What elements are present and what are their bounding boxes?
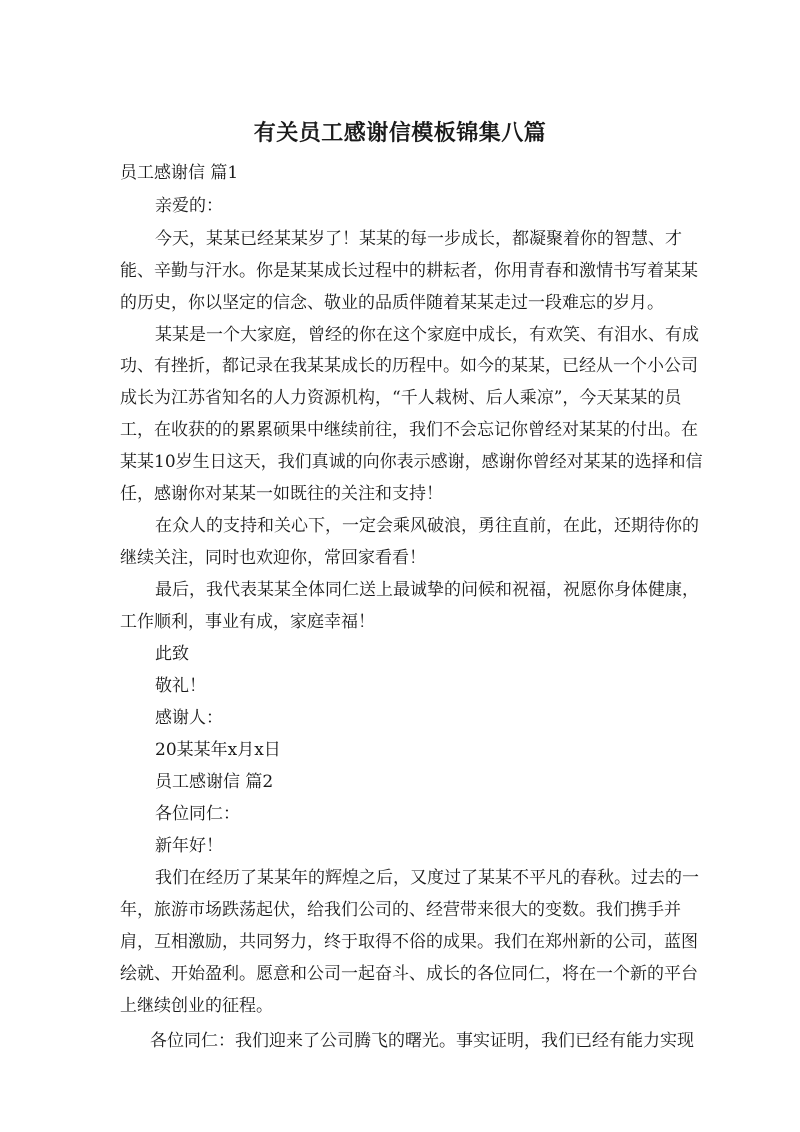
paragraph-line: 某某是一个大家庭，曾经的你在这个家庭中成长，有欢笑、有泪水、有成 xyxy=(155,325,699,345)
paragraph-line: 成长为江苏省知名的人力资源机构，“千人栽树、后人乘凉”，今天某某的员 xyxy=(120,388,682,408)
salutation: 各位同仁： xyxy=(155,804,240,824)
greeting-line: 新年好！ xyxy=(155,836,223,856)
paragraph-line: 肩，互相激励，共同努力，终于取得不俗的成果。我们在郑州新的公司，蓝图 xyxy=(120,932,698,952)
paragraph-line: 某某10岁生日这天，我们真诚的向你表示感谢，感谢你曾经对某某的选择和信 xyxy=(120,452,703,472)
paragraph-line: 最后，我代表某某全体同仁送上最诚挚的问候和祝福，祝愿你身体健康， xyxy=(155,580,699,600)
paragraph-line: 继续关注，同时也欢迎你，常回家看看！ xyxy=(120,548,426,568)
paragraph-line: 工，在收获的的累累硕果中继续前往，我们不会忘记你曾经对某某的付出。在 xyxy=(120,420,698,440)
paragraph-line: 功、有挫折，都记录在我某某成长的历程中。如今的某某，已经从一个小公司 xyxy=(120,356,698,376)
paragraph-line: 年，旅游市场跌荡起伏，给我们公司的、经营带来很大的变数。我们携手并 xyxy=(120,900,681,920)
salutation: 亲爱的： xyxy=(155,196,223,216)
paragraph-line: 能、辛勤与汗水。你是某某成长过程中的耕耘者，你用青春和激情书写着某某 xyxy=(120,261,698,281)
date-line: 20某某年x月x日 xyxy=(155,740,281,760)
paragraph-line: 我们在经历了某某年的辉煌之后，又度过了某某不平凡的春秋。过去的一 xyxy=(155,868,699,888)
paragraph-line: 任，感谢你对某某一如既往的关注和支持！ xyxy=(120,484,443,504)
section-heading-1: 员工感谢信 篇1 xyxy=(120,163,239,183)
paragraph-line: 绘就、开始盈利。愿意和公司一起奋斗、成长的各位同仁，将在一个新的平台 xyxy=(120,964,698,984)
closing-line: 此致 xyxy=(155,644,189,664)
paragraph-line: 在众人的支持和关心下，一定会乘风破浪，勇往直前，在此，还期待你的 xyxy=(155,516,699,536)
document-title: 有关员工感谢信模板锦集八篇 xyxy=(253,121,547,146)
signature-line: 感谢人： xyxy=(155,708,223,728)
paragraph-line: 的历史，你以坚定的信念、敬业的品质伴随着某某走过一段难忘的岁月。 xyxy=(120,293,664,313)
closing-line: 敬礼！ xyxy=(155,676,206,696)
paragraph-line: 工作顺利，事业有成，家庭幸福！ xyxy=(120,612,375,632)
paragraph-line: 今天，某某已经某某岁了！某某的每一步成长，都凝聚着你的智慧、才 xyxy=(155,229,682,249)
paragraph-line: 各位同仁：我们迎来了公司腾飞的曙光。事实证明，我们已经有能力实现 xyxy=(150,1031,694,1051)
paragraph-line: 上继续创业的征程。 xyxy=(120,996,273,1016)
section-heading-2: 员工感谢信 篇2 xyxy=(155,772,274,792)
